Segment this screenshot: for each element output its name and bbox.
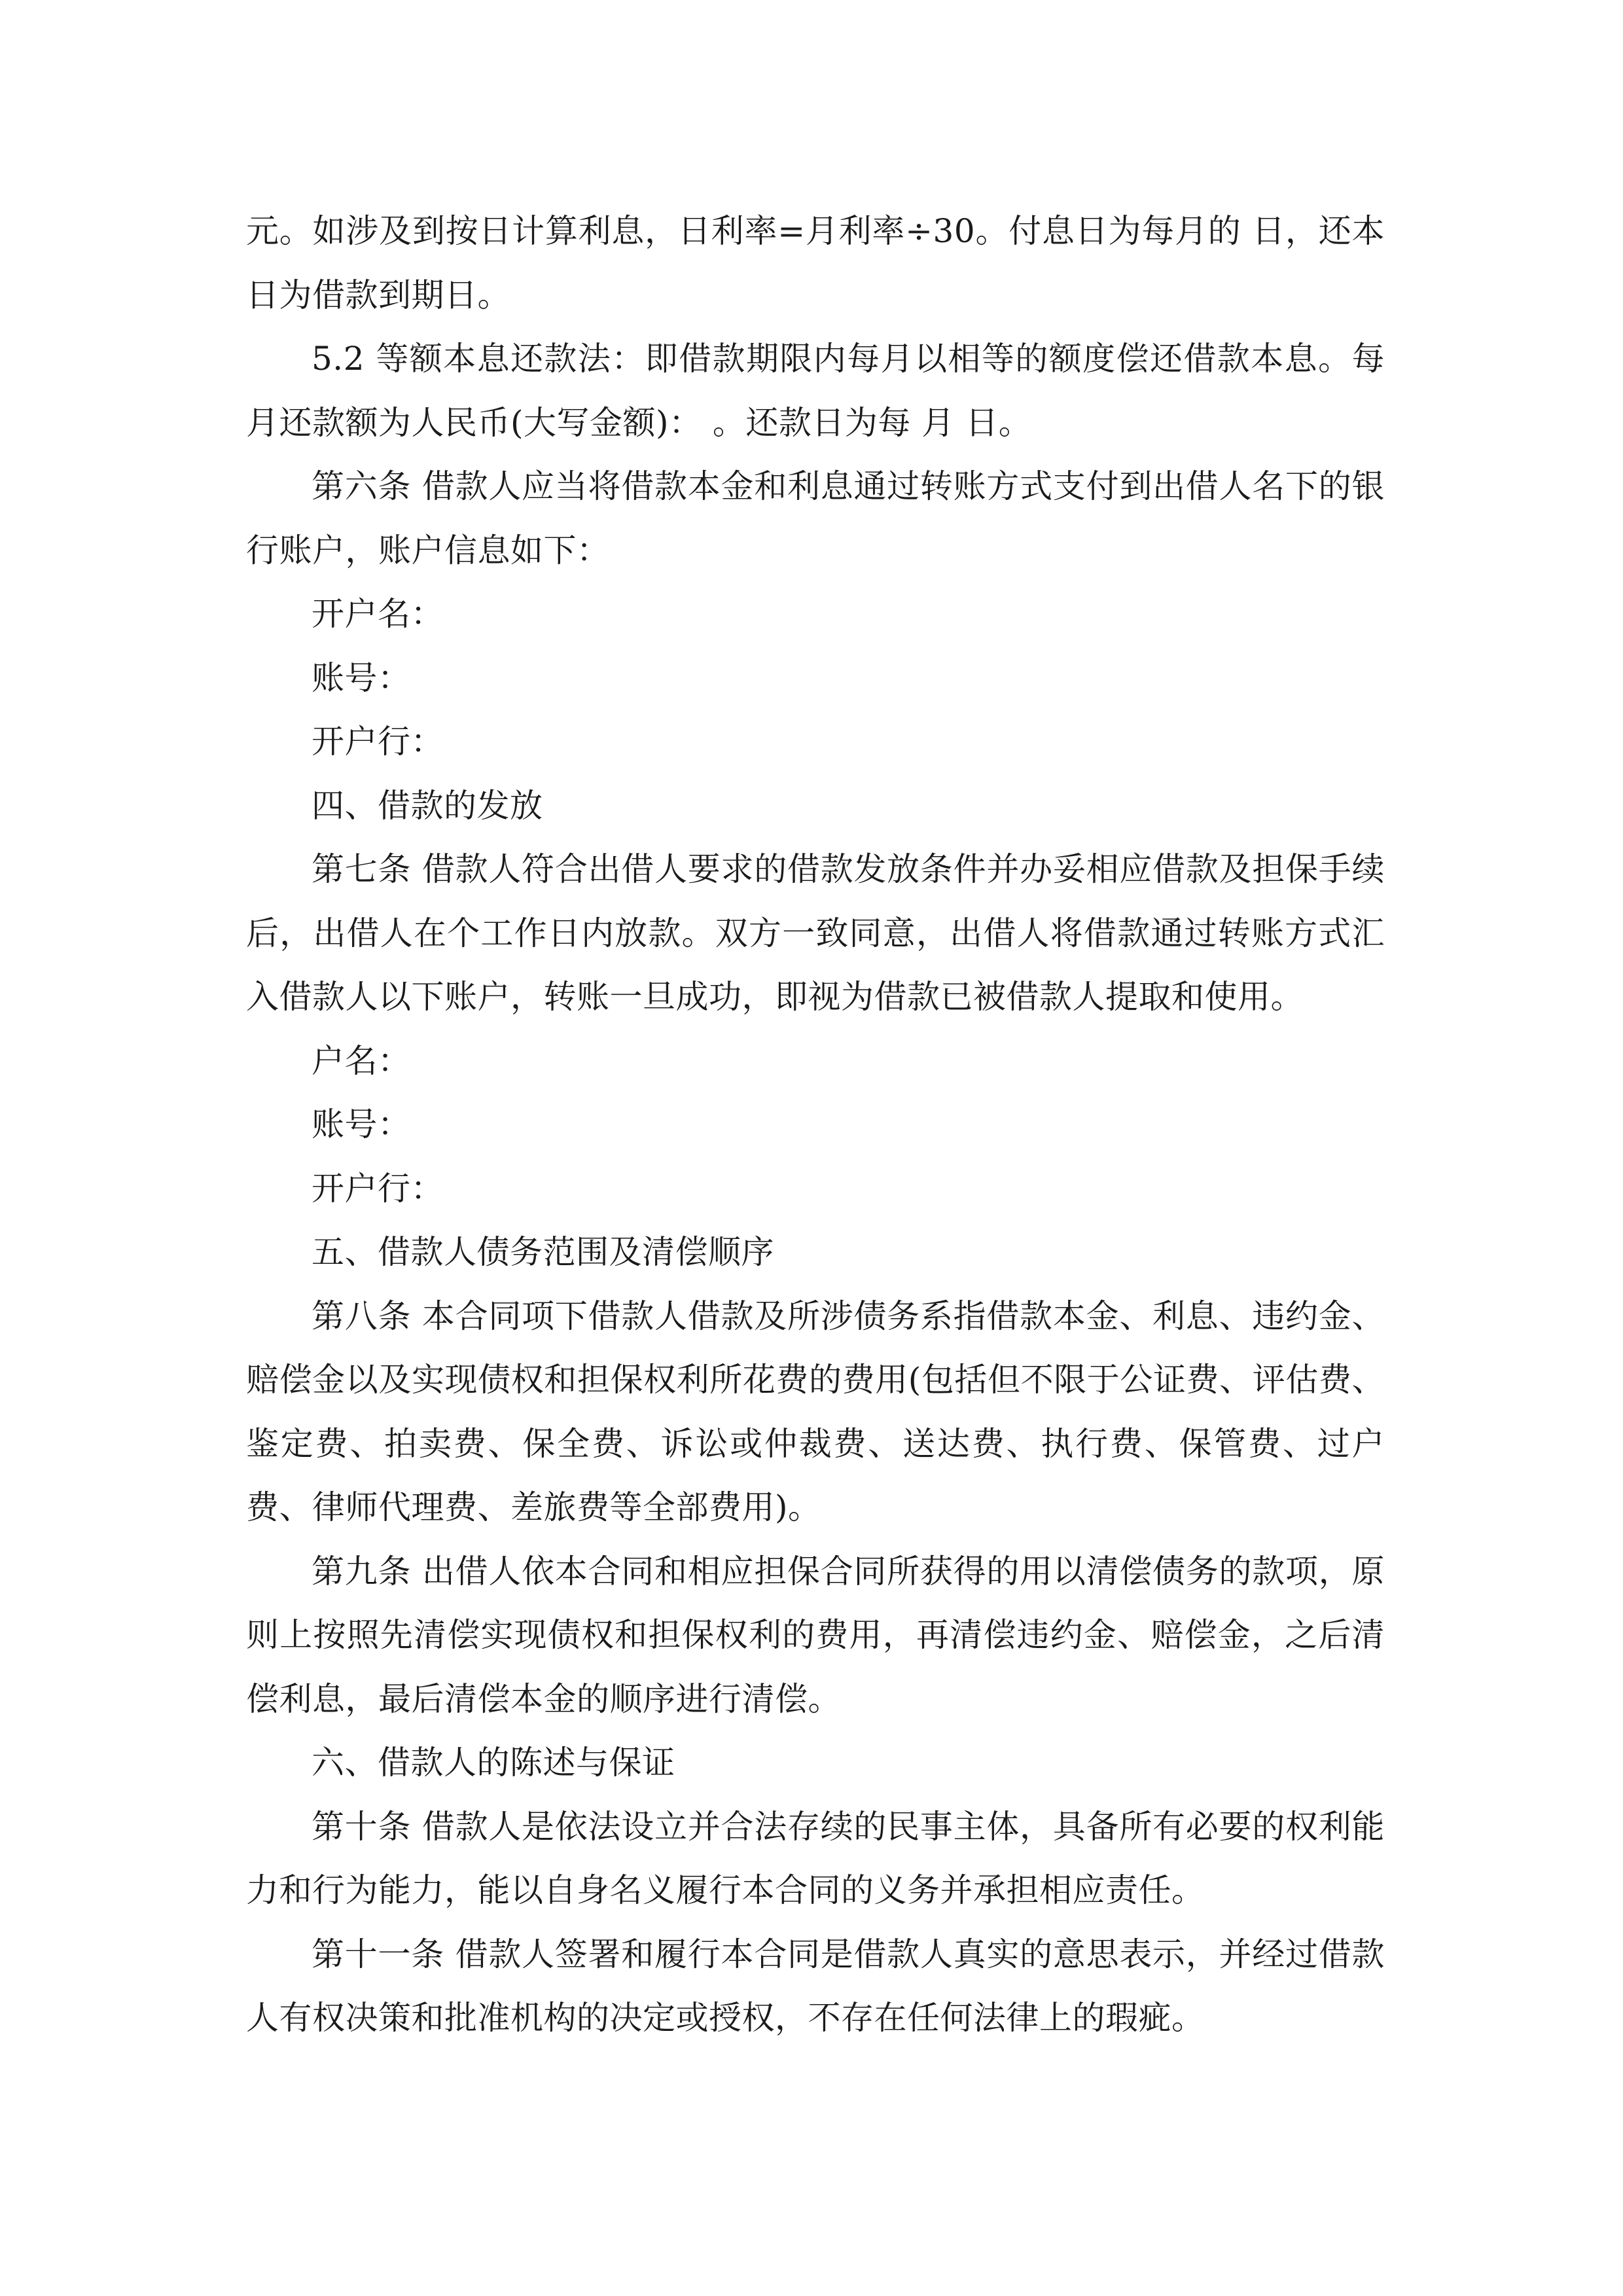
- paragraph-borrower-account: 账号：: [312, 1105, 411, 1143]
- paragraph-borrower-name: 户名：: [312, 1041, 411, 1080]
- paragraph-article-9: 第九条 出借人依本合同和相应担保合同所获得的用以清偿债务的款项，原则上按照先清偿实现债权和担保权利的费用，再清偿违约金、赔偿金，之后清偿利息，最后清偿本金的顺序进行清偿。: [246, 1552, 1385, 1718]
- paragraph-equal-installment: 5.2 等额本息还款法：即借款期限内每月以相等的额度偿还借款本息。每月还款额为人民币(大写金额)： 。还款日为每 月 日。: [246, 340, 1385, 442]
- section-heading-6: 六、借款人的陈述与保证: [312, 1744, 675, 1782]
- paragraph-account-number: 账号：: [312, 658, 411, 697]
- paragraph-article-7: 第七条 借款人符合出借人要求的借款发放条件并办妥相应借款及担保手续后，出借人在个工作日内放款。双方一致同意，出借人将借款通过转账方式汇入借款人以下账户，转账一旦成功，即视为借款已被借款人提取和使用。: [246, 850, 1385, 1016]
- paragraph-account-name: 开户名：: [312, 595, 444, 633]
- paragraph-article-10: 第十条 借款人是依法设立并合法存续的民事主体，具备所有必要的权利能力和行为能力，能以自身名义履行本合同的义务并承担相应责任。: [246, 1807, 1385, 1909]
- section-heading-5: 五、借款人债务范围及清偿顺序: [312, 1233, 774, 1271]
- section-heading-4: 四、借款的发放: [312, 786, 543, 825]
- paragraph-interest-calculation: 元。如涉及到按日计算利息，日利率=月利率÷30。付息日为每月的 日，还本日为借款到期日。: [246, 212, 1385, 314]
- paragraph-article-6: 第六条 借款人应当将借款本金和利息通过转账方式支付到出借人名下的银行账户，账户信息如下：: [246, 467, 1385, 569]
- paragraph-article-8: 第八条 本合同项下借款人借款及所涉债务系指借款本金、利息、违约金、赔偿金以及实现债权和担保权利所花费的费用(包括但不限于公证费、评估费、鉴定费、拍卖费、保全费、诉讼或仲裁费、送达费、执行费、保管费、过户费、律师代理费、差旅费等全部费用)。: [246, 1297, 1385, 1526]
- paragraph-article-11: 第十一条 借款人签署和履行本合同是借款人真实的意思表示，并经过借款人有权决策和批准机构的决定或授权，不存在任何法律上的瑕疵。: [246, 1935, 1385, 2037]
- paragraph-account-bank: 开户行：: [312, 723, 444, 761]
- paragraph-borrower-bank: 开户行：: [312, 1169, 444, 1208]
- document-page: [246, 200, 1385, 2051]
